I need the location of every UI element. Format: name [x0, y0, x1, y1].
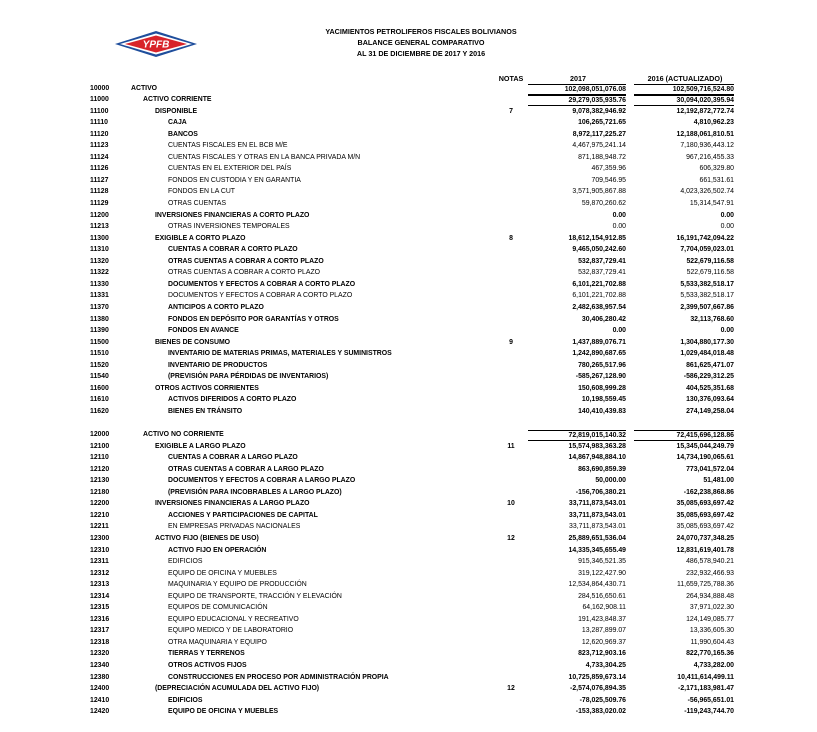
- value-2017: 191,423,848.37: [578, 615, 626, 623]
- value-2016: 1,029,484,018.48: [680, 350, 734, 358]
- account-label: INVENTARIO DE MATERIAS PRIMAS, MATERIALES Y SUMINISTROS: [168, 350, 392, 358]
- table-row: [0, 602, 817, 614]
- account-label: DOCUMENTOS Y EFECTOS A COBRAR A LARGO PLAZO: [168, 477, 356, 485]
- value-2017: 59,870,260.62: [581, 200, 626, 207]
- account-code: 12210: [90, 511, 110, 519]
- table-row: [0, 591, 817, 603]
- value-2016: 35,085,693,697.42: [676, 523, 734, 531]
- account-code: 12314: [90, 592, 110, 600]
- account-label: OTRAS CUENTAS: [168, 200, 227, 207]
- value-2016: 5,533,382,518.17: [680, 280, 734, 288]
- account-label: EDIFICIOS: [168, 558, 203, 566]
- value-2017: 915,346,521.35: [578, 558, 626, 566]
- value-2017: 4,467,975,241.14: [572, 142, 626, 150]
- value-2016: 14,734,190,065.61: [676, 454, 734, 462]
- account-code: 11100: [90, 107, 109, 115]
- account-label: CUENTAS EN EL EXTERIOR DEL PAÍS: [168, 165, 292, 173]
- table-row: [0, 256, 817, 268]
- account-label: ACTIVO FIJO EN OPERACIÓN: [168, 546, 267, 554]
- value-2016: 967,216,455.33: [686, 153, 734, 161]
- value-2017: -153,383,020.02: [575, 708, 626, 716]
- value-2017: 532,837,729.41: [578, 257, 626, 265]
- value-2016: 12,192,872,772.74: [676, 107, 734, 115]
- table-row: [0, 510, 817, 522]
- account-label: EQUIPO DE OFICINA Y MUEBLES: [168, 708, 279, 716]
- table-row: [0, 706, 817, 718]
- value-2017: 0.00: [612, 211, 626, 219]
- value-2017: 33,711,873,543.01: [568, 500, 626, 508]
- account-label: CUENTAS FISCALES EN EL BCB M/E: [168, 142, 288, 150]
- table-row: [0, 210, 817, 222]
- value-2017: 6,101,221,702.88: [572, 280, 626, 288]
- table-row: [0, 487, 817, 499]
- account-label: ACTIVOS DIFERIDOS A CORTO PLAZO: [168, 396, 297, 404]
- note-ref: 9: [509, 338, 513, 346]
- account-label: INVENTARIO DE PRODUCTOS: [168, 361, 268, 369]
- account-code: 12316: [90, 615, 110, 623]
- value-2016: 773,041,572.04: [686, 465, 734, 473]
- account-label: BIENES DE CONSUMO: [155, 338, 231, 346]
- account-code: 11500: [90, 338, 109, 346]
- account-code: 11610: [90, 396, 109, 404]
- account-label: CAJA: [168, 119, 187, 127]
- value-2017: 780,265,517.96: [578, 361, 626, 369]
- table-row: [0, 648, 817, 660]
- table-row: [0, 683, 817, 695]
- value-2017: -156,706,380.21: [575, 488, 626, 496]
- table-row: [0, 314, 817, 326]
- value-2017: 467,359.96: [591, 165, 626, 173]
- account-label: OTRAS CUENTAS A COBRAR A CORTO PLAZO: [168, 269, 321, 277]
- account-label: CUENTAS A COBRAR A CORTO PLAZO: [168, 246, 298, 254]
- value-2016: 0.00: [720, 223, 734, 231]
- value-2016: -162,238,868.86: [683, 488, 734, 496]
- table-row: [0, 452, 817, 464]
- value-2016: 16,191,742,094.22: [676, 234, 734, 242]
- value-2016: 124,149,085.77: [686, 615, 734, 623]
- account-label: EQUIPO DE OFICINA Y MUEBLES: [168, 569, 277, 577]
- account-code: 12200: [90, 500, 110, 508]
- table-row: [0, 672, 817, 684]
- value-2016: 2,399,507,667.86: [680, 303, 734, 311]
- account-code: 11370: [90, 303, 109, 311]
- value-2017: -585,267,128.90: [575, 373, 626, 381]
- value-2016: 486,578,940.21: [686, 558, 734, 566]
- value-2017: 72,819,015,140.32: [528, 430, 626, 441]
- table-row: [0, 464, 817, 476]
- value-2016: 51,481.00: [703, 477, 734, 485]
- table-row: [0, 140, 817, 152]
- table-row: [0, 533, 817, 545]
- table-row: [0, 233, 817, 245]
- value-2017: 871,188,948.72: [578, 153, 626, 161]
- account-label: (PREVISIÓN PARA PÉRDIDAS DE INVENTARIOS): [168, 373, 329, 381]
- account-code: 11320: [90, 257, 109, 265]
- value-2016: 11,990,604.43: [690, 638, 734, 646]
- value-2017: 15,574,983,363.28: [568, 442, 626, 450]
- account-code: 11123: [90, 142, 109, 150]
- table-row: [0, 556, 817, 568]
- account-label: OTRAS CUENTAS A COBRAR A CORTO PLAZO: [168, 257, 324, 265]
- account-code: 11213: [90, 223, 109, 231]
- account-code: 11510: [90, 350, 109, 358]
- account-label: OTRA MAQUINARIA Y EQUIPO: [168, 638, 267, 646]
- note-ref: 10: [507, 500, 515, 508]
- value-2016: 264,934,888.48: [686, 592, 734, 600]
- value-2016: 822,770,165.36: [686, 650, 734, 658]
- value-2017: 14,867,948,884.10: [568, 454, 626, 462]
- value-2016: 606,329.80: [699, 165, 734, 173]
- note-ref: 12: [507, 685, 515, 693]
- value-2016: 32,113,768.60: [690, 315, 734, 323]
- value-2016: 13,336,605.30: [689, 627, 734, 635]
- value-2017: 6,101,221,702.88: [572, 292, 626, 300]
- table-row: [0, 302, 817, 314]
- value-2017: 13,287,899.07: [581, 627, 626, 635]
- value-2016: -119,243,744.70: [684, 708, 734, 716]
- value-2016: 11,659,725,788.36: [677, 581, 734, 589]
- table-row: [0, 186, 817, 198]
- report-title: BALANCE GENERAL COMPARATIVO: [357, 38, 485, 47]
- value-2017: 284,516,650.61: [578, 592, 626, 600]
- value-2017: 0.00: [612, 223, 626, 231]
- account-code: 12340: [90, 662, 110, 669]
- value-2017: 532,837,729.41: [578, 269, 626, 277]
- account-code: 11390: [90, 327, 109, 335]
- value-2017: 10,725,859,673.14: [568, 673, 626, 681]
- account-label: ACTIVO FIJO (BIENES DE USO): [155, 534, 259, 542]
- value-2016: 0.00: [720, 327, 734, 335]
- account-label: MAQUINARIA Y EQUIPO DE PRODUCCIÓN: [168, 581, 307, 589]
- value-2016: 10,411,614,499.11: [677, 673, 734, 681]
- value-2016: -56,965,651.01: [687, 696, 734, 704]
- account-code: 10000: [90, 84, 110, 92]
- note-ref: 12: [507, 534, 515, 542]
- note-ref: 8: [509, 234, 513, 242]
- account-label: BIENES EN TRÁNSITO: [168, 407, 243, 415]
- account-code: 11127: [90, 176, 109, 184]
- value-2016: 4,810,962.23: [693, 119, 734, 127]
- note-ref: 11: [507, 442, 515, 450]
- account-label: DOCUMENTOS Y EFECTOS A COBRAR A CORTO PLAZO: [168, 292, 353, 300]
- table-row: [0, 267, 817, 279]
- table-row: [0, 198, 817, 210]
- table-row: [0, 545, 817, 557]
- column-2016: 2016 (ACTUALIZADO): [647, 74, 723, 83]
- ypfb-logo: [114, 30, 198, 58]
- value-2017: 106,265,721.65: [578, 119, 626, 127]
- table-row: [0, 163, 817, 175]
- table-row: [0, 521, 817, 533]
- account-code: 12380: [90, 673, 110, 681]
- account-label: ANTICIPOS A CORTO PLAZO: [168, 303, 264, 311]
- account-label: EQUIPO MEDICO Y DE LABORATORIO: [168, 627, 294, 635]
- table-row: [0, 106, 817, 118]
- report-date: AL 31 DE DICIEMBRE DE 2017 Y 2016: [356, 49, 486, 58]
- value-2016: 12,831,619,401.78: [676, 546, 734, 554]
- account-label: DISPONIBLE: [155, 107, 198, 115]
- value-2016: 661,531.61: [699, 176, 734, 184]
- account-label: ACTIVO CORRIENTE: [143, 96, 212, 104]
- column-notas: NOTAS: [498, 74, 524, 83]
- account-label: (PREVISIÓN PARA INCOBRABLES A LARGO PLAZO): [168, 488, 342, 496]
- value-2017: 50,000.00: [595, 477, 626, 485]
- account-code: 11600: [90, 384, 109, 392]
- account-label: DOCUMENTOS Y EFECTOS A COBRAR A CORTO PLAZO: [168, 280, 356, 288]
- value-2016: 102,509,716,524.80: [634, 84, 734, 95]
- value-2016: 861,625,471.07: [686, 361, 734, 369]
- value-2016: 1,304,880,177.30: [680, 338, 734, 346]
- account-code: 11540: [90, 373, 109, 381]
- account-label: OTROS ACTIVOS CORRIENTES: [155, 384, 259, 392]
- account-code: 11300: [90, 234, 109, 242]
- table-row: [0, 614, 817, 626]
- table-row: [0, 117, 817, 129]
- value-2016: 37,971,022.30: [689, 604, 734, 612]
- logo-text: YPFB: [142, 39, 170, 51]
- table-row: [0, 429, 817, 441]
- account-code: 11310: [90, 246, 109, 254]
- table-row: [0, 360, 817, 372]
- account-code: 11620: [90, 407, 109, 415]
- value-2016: 12,188,061,810.51: [676, 130, 734, 138]
- table-row: [0, 475, 817, 487]
- value-2017: 25,889,651,536.04: [568, 534, 626, 542]
- value-2017: 29,279,035,935.76: [528, 95, 626, 106]
- value-2017: 2,482,638,957.54: [572, 303, 626, 311]
- account-label: BANCOS: [168, 130, 198, 138]
- table-row: [0, 394, 817, 406]
- value-2017: 14,335,345,655.49: [568, 546, 626, 554]
- value-2016: 72,415,696,128.86: [634, 430, 734, 441]
- table-row: [0, 325, 817, 337]
- account-code: 12318: [90, 638, 110, 646]
- account-code: 11128: [90, 188, 109, 196]
- account-code: 12410: [90, 696, 110, 704]
- account-label: EXIGIBLE A CORTO PLAZO: [155, 234, 246, 242]
- table-row: [0, 579, 817, 591]
- account-code: 11380: [90, 315, 109, 323]
- account-code: 12000: [90, 431, 110, 438]
- table-row: [0, 152, 817, 164]
- value-2017: 140,410,439.83: [578, 407, 626, 415]
- table-row: [0, 637, 817, 649]
- account-label: CUENTAS FISCALES Y OTRAS EN LA BANCA PRIVADA M/N: [168, 153, 361, 161]
- account-label: ACTIVO: [131, 84, 158, 92]
- table-row: [0, 279, 817, 291]
- table-row: [0, 290, 817, 302]
- account-label: EQUIPOS DE COMUNICACIÓN: [168, 604, 268, 612]
- account-code: 12211: [90, 523, 109, 531]
- account-code: 11120: [90, 130, 109, 138]
- account-code: 12310: [90, 546, 110, 554]
- value-2017: 1,437,889,076.71: [572, 338, 626, 346]
- account-code: 11126: [90, 165, 109, 173]
- table-row: [0, 175, 817, 187]
- value-2016: -586,229,312.25: [683, 373, 734, 381]
- account-code: 12315: [90, 604, 110, 612]
- value-2017: 102,098,051,076.08: [528, 84, 626, 95]
- account-code: 12110: [90, 454, 109, 462]
- note-ref: 7: [509, 107, 513, 115]
- account-code: 11330: [90, 280, 109, 288]
- value-2017: -78,025,509.76: [579, 696, 626, 704]
- value-2017: 33,711,873,543.01: [568, 511, 626, 519]
- account-label: EXIGIBLE A LARGO PLAZO: [155, 442, 246, 450]
- account-label: OTRAS INVERSIONES TEMPORALES: [168, 223, 290, 231]
- table-row: [0, 441, 817, 453]
- account-label: ACCIONES Y PARTICIPACIONES DE CAPITAL: [168, 511, 318, 519]
- value-2016: 522,679,116.58: [686, 257, 734, 265]
- table-row: [0, 337, 817, 349]
- column-2017: 2017: [570, 74, 586, 83]
- table-row: [0, 221, 817, 233]
- account-label: FONDOS EN CUSTODIA Y EN GARANTIA: [168, 176, 301, 184]
- account-code: 12100: [90, 442, 110, 450]
- value-2017: 9,465,050,242.60: [572, 246, 626, 254]
- value-2017: 709,546.95: [591, 176, 626, 184]
- account-label: EDIFICIOS: [168, 696, 203, 704]
- account-code: 11129: [90, 200, 109, 207]
- account-code: 12130: [90, 477, 110, 485]
- table-row: [0, 406, 817, 418]
- value-2017: 823,712,903.16: [578, 650, 626, 658]
- table-row: [0, 498, 817, 510]
- value-2017: 3,571,905,867.88: [572, 188, 626, 196]
- account-label: EQUIPO EDUCACIONAL Y RECREATIVO: [168, 615, 299, 623]
- account-label: (DEPRECIACIÓN ACUMULADA DEL ACTIVO FIJO): [155, 685, 320, 693]
- account-label: INVERSIONES FINANCIERAS A CORTO PLAZO: [155, 211, 310, 219]
- value-2017: 18,612,154,912.85: [568, 234, 626, 242]
- value-2016: 522,679,116.58: [686, 269, 734, 277]
- table-row: [0, 625, 817, 637]
- account-code: 12120: [90, 465, 110, 473]
- table-row: [0, 568, 817, 580]
- value-2017: 4,733,304.25: [585, 662, 626, 669]
- value-2016: 130,376,093.64: [686, 396, 734, 404]
- account-label: EQUIPO DE TRANSPORTE, TRACCIÓN Y ELEVACIÓN: [168, 592, 342, 600]
- table-row: [0, 244, 817, 256]
- account-code: 11200: [90, 211, 109, 219]
- value-2017: 863,690,859.39: [578, 465, 626, 473]
- account-label: TIERRAS Y TERRENOS: [168, 650, 245, 658]
- account-code: 12312: [90, 569, 110, 577]
- value-2016: 4,023,326,502.74: [680, 188, 734, 196]
- value-2016: 15,314,547.91: [689, 200, 734, 207]
- account-code: 12320: [90, 650, 110, 658]
- account-code: 11124: [90, 153, 109, 161]
- account-code: 12400: [90, 685, 110, 693]
- value-2017: 150,608,999.28: [578, 384, 626, 392]
- account-label: CUENTAS A COBRAR A LARGO PLAZO: [168, 454, 298, 462]
- table-row: [0, 660, 817, 672]
- table-row: [0, 371, 817, 383]
- table-row: [0, 383, 817, 395]
- value-2017: 8,972,117,225.27: [572, 130, 626, 138]
- table-row: [0, 129, 817, 141]
- company-name: YACIMIENTOS PETROLIFEROS FISCALES BOLIVIANOS: [325, 27, 517, 36]
- table-row: [0, 695, 817, 707]
- account-label: EN EMPRESAS PRIVADAS NACIONALES: [168, 523, 301, 531]
- account-code: 12180: [90, 488, 110, 496]
- value-2016: -2,171,183,981.47: [678, 685, 734, 693]
- value-2017: -2,574,076,894.35: [570, 685, 626, 693]
- value-2017: 0.00: [612, 327, 626, 335]
- account-code: 11331: [90, 292, 109, 300]
- value-2017: 1,242,890,687.65: [572, 350, 626, 358]
- value-2016: 15,345,044,249.79: [676, 442, 734, 450]
- account-label: OTROS ACTIVOS FIJOS: [168, 662, 247, 669]
- value-2017: 30,406,280.42: [581, 315, 626, 323]
- value-2016: 0.00: [720, 211, 734, 219]
- table-row: [0, 348, 817, 360]
- account-code: 12313: [90, 581, 110, 589]
- value-2016: 5,533,382,518.17: [680, 292, 734, 300]
- account-label: FONDOS EN AVANCE: [168, 327, 239, 335]
- account-code: 12317: [90, 627, 110, 635]
- account-code: 12300: [90, 534, 110, 542]
- value-2017: 64,162,908.11: [582, 604, 626, 612]
- value-2016: 4,733,282.00: [693, 662, 734, 669]
- value-2016: 35,085,693,697.42: [676, 500, 734, 508]
- value-2016: 274,149,258.04: [686, 407, 734, 415]
- value-2016: 24,070,737,348.25: [676, 534, 734, 542]
- value-2017: 33,711,873,543.01: [569, 523, 626, 531]
- value-2016: 7,704,059,023.01: [680, 246, 734, 254]
- value-2016: 232,932,466.93: [686, 569, 734, 577]
- value-2016: 404,525,351.68: [686, 384, 734, 392]
- account-label: OTRAS CUENTAS A COBRAR A LARGO PLAZO: [168, 465, 324, 473]
- account-label: CONSTRUCCIONES EN PROCESO POR ADMINISTRACIÓN PROPIA: [168, 673, 389, 681]
- value-2017: 12,620,969.37: [581, 638, 626, 646]
- value-2016: 35,085,693,697.42: [676, 511, 734, 519]
- value-2016: 7,180,936,443.12: [680, 142, 734, 150]
- account-code: 12311: [90, 558, 109, 566]
- value-2017: 319,122,427.90: [578, 569, 626, 577]
- table-row: [0, 94, 817, 106]
- account-code: 11520: [90, 361, 109, 369]
- value-2017: 10,198,559.45: [581, 396, 626, 404]
- account-code: 11322: [90, 269, 109, 277]
- account-label: ACTIVO NO CORRIENTE: [143, 431, 224, 438]
- account-label: FONDOS EN DEPÓSITO POR GARANTÍAS Y OTROS: [168, 315, 339, 323]
- account-code: 11000: [90, 96, 109, 104]
- account-label: INVERSIONES FINANCIERAS A LARGO PLAZO: [155, 500, 310, 508]
- table-row: [0, 83, 817, 95]
- value-2017: 12,534,864,430.71: [568, 581, 626, 589]
- value-2017: 9,078,382,946.92: [572, 107, 626, 115]
- account-code: 11110: [90, 119, 109, 127]
- account-code: 12420: [90, 708, 110, 716]
- account-label: FONDOS EN LA CUT: [168, 188, 236, 196]
- value-2016: 30,094,020,395.94: [634, 95, 734, 106]
